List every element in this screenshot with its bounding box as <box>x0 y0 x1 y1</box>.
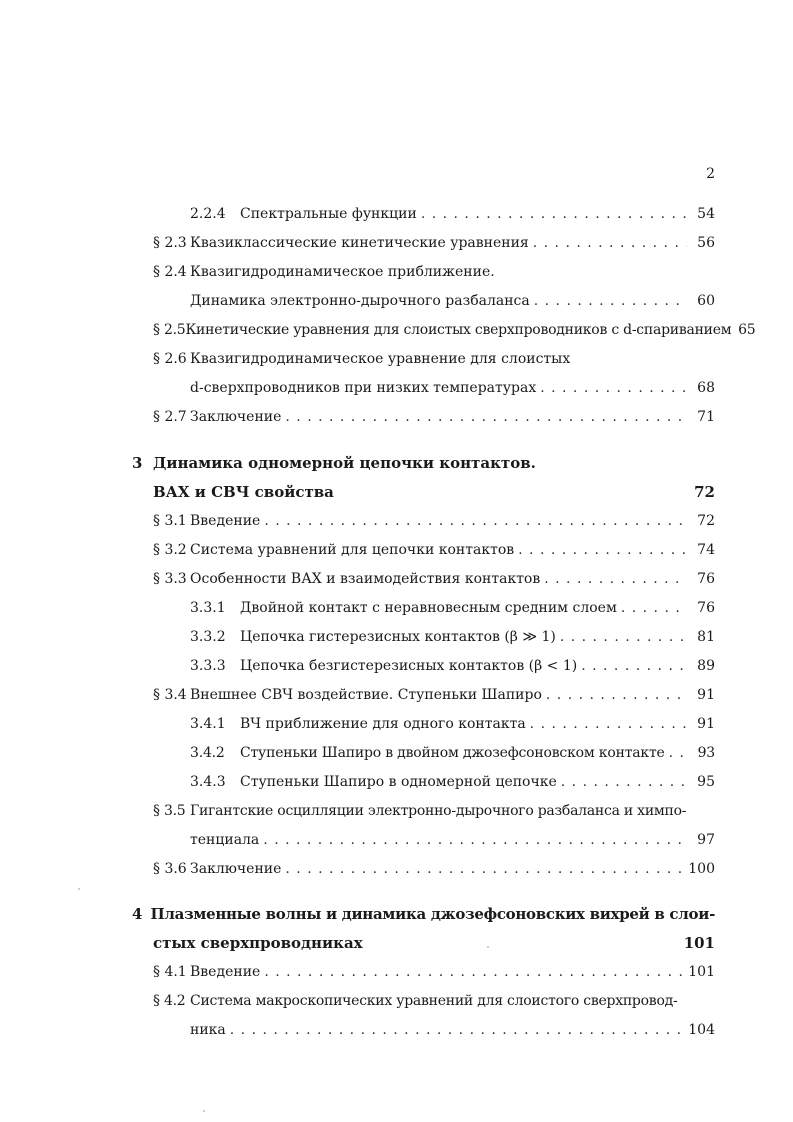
leader-dots <box>518 539 687 561</box>
toc-entry-title: d-сверхпроводников при низких температурах <box>190 380 537 396</box>
toc-entry-page: 54 <box>697 206 715 222</box>
toc-entry-3-4-1 <box>190 713 715 735</box>
toc-entry-title: тенциала <box>190 832 260 848</box>
toc-entry-number: 3.3.1 <box>190 600 226 616</box>
toc-entry-number: 2.2.4 <box>190 206 226 222</box>
toc-entry-page: 81 <box>697 629 715 645</box>
toc-entry-number: § 3.2 <box>153 542 187 558</box>
toc-entry-page: 104 <box>688 1022 715 1038</box>
toc-chapter-title: ВАХ и СВЧ свойства <box>153 483 334 501</box>
toc-entry-title: Квазигидродинамическое приближение. <box>190 264 495 280</box>
toc-chapter-title: стых сверхпроводниках <box>153 934 363 952</box>
leader-dots <box>285 858 684 880</box>
toc-entry-number: § 2.5 <box>153 322 186 338</box>
leader-dots <box>264 961 684 983</box>
toc-entry-number: § 2.3 <box>153 235 187 251</box>
toc-entry-3-4-2 <box>190 742 715 764</box>
leader-dots <box>534 290 687 312</box>
toc-entry-number: § 3.3 <box>153 571 187 587</box>
toc-entry-title: Кинетические уравнения для слоистых сверхпроводников с d-спариванием <box>185 322 732 338</box>
toc-entry-section-3-5-cont <box>190 829 715 851</box>
toc-entry-section-2-5 <box>153 319 756 341</box>
toc-entry-page: 101 <box>688 964 715 980</box>
toc-entry-title: Введение <box>190 513 261 529</box>
toc-entry-page: 68 <box>697 380 715 396</box>
toc-chapter-title: Динамика одномерной цепочки контактов. <box>153 454 536 472</box>
toc-entry-title: Динамика электронно-дырочного разбаланса <box>190 293 530 309</box>
toc-entry-3-3-2 <box>190 626 715 648</box>
scan-speck <box>203 1110 205 1112</box>
toc-entry-title: Заключение <box>190 861 282 877</box>
toc-entry-number: § 3.5 <box>153 803 186 819</box>
toc-entry-page: 93 <box>697 745 715 761</box>
toc-entry-section-4-2 <box>153 990 715 1012</box>
leader-dots <box>285 406 687 428</box>
leader-dots <box>669 742 687 764</box>
toc-entry-title: ВЧ приближение для одного контакта <box>240 716 526 732</box>
leader-dots <box>264 510 687 532</box>
scan-speck <box>78 888 80 890</box>
toc-entry-section-4-1 <box>153 961 715 983</box>
toc-entry-number: § 2.4 <box>153 264 187 280</box>
toc-entry-page: 97 <box>697 832 715 848</box>
toc-entry-section-3-5 <box>153 800 715 822</box>
toc-entry-title: Введение <box>190 964 261 980</box>
toc-chapter-3 <box>132 452 715 474</box>
toc-entry-number: § 2.6 <box>153 351 187 367</box>
toc-entry-number: 3.3.2 <box>190 629 226 645</box>
leader-dots <box>546 684 687 706</box>
leader-dots <box>560 626 687 648</box>
toc-entry-page: 91 <box>697 716 715 732</box>
toc-entry-page: 76 <box>697 600 715 616</box>
toc-entry-section-3-3 <box>153 568 715 590</box>
toc-entry-title: Внешнее СВЧ воздействие. Ступеньки Шапиро <box>190 687 542 703</box>
toc-entry-page: 65 <box>738 322 756 338</box>
toc-entry-section-2-7 <box>153 406 715 428</box>
toc-entry-3-4-3 <box>190 771 715 793</box>
toc-entry-title: Заключение <box>190 409 282 425</box>
toc-chapter-title: Плазменные волны и динамика джозефсоновских вихрей в слои- <box>150 905 715 923</box>
toc-entry-title: Особенности ВАХ и взаимодействия контактов <box>190 571 541 587</box>
leader-dots <box>540 377 687 399</box>
toc-entry-page: 71 <box>697 409 715 425</box>
toc-entry-number: § 3.4 <box>153 687 187 703</box>
leader-dots <box>581 655 687 677</box>
toc-entry-section-4-2-cont <box>190 1019 715 1041</box>
toc-entry-page: 89 <box>697 658 715 674</box>
toc-entry-page: 95 <box>697 774 715 790</box>
toc-entry-title: Ступеньки Шапиро в одномерной цепочке <box>240 774 557 790</box>
toc-entry-3-3-1 <box>190 597 715 619</box>
toc-entry-page: 91 <box>697 687 715 703</box>
leader-dots <box>263 829 687 851</box>
toc-entry-page: 60 <box>697 293 715 309</box>
toc-chapter-number: 3 <box>132 454 143 472</box>
leader-dots <box>230 1019 685 1041</box>
page-number: 2 <box>706 166 715 182</box>
toc-entry-section-2-6 <box>153 348 715 370</box>
toc-chapter-page: 72 <box>694 483 715 501</box>
toc-chapter-4-cont <box>153 932 715 954</box>
toc-entry-title: Двойной контакт с неравновесным средним слоем <box>240 600 617 616</box>
leader-dots <box>621 597 687 619</box>
toc-chapter-number: 4 <box>132 905 143 923</box>
toc-entry-section-3-6 <box>153 858 715 880</box>
toc-entry-number: 3.4.2 <box>190 745 225 761</box>
toc-entry-section-2-4-cont <box>190 290 715 312</box>
toc-entry-title: Цепочка безгистерезисных контактов (β < 1) <box>240 658 578 674</box>
leader-dots <box>530 713 687 735</box>
toc-entry-title: Гигантские осцилляции электронно-дырочного разбаланса и химпо- <box>190 803 687 819</box>
toc-entry-3-3-3 <box>190 655 715 677</box>
toc-entry-section-2-4 <box>153 261 715 283</box>
toc-entry-2-2-4 <box>190 203 715 225</box>
toc-chapter-4 <box>132 903 715 925</box>
toc-entry-number: § 4.1 <box>153 964 187 980</box>
toc-entry-title: Цепочка гистерезисных контактов (β ≫ 1) <box>240 629 556 645</box>
toc-entry-section-2-6-cont <box>190 377 715 399</box>
toc-entry-number: 3.3.3 <box>190 658 226 674</box>
toc-entry-number: 3.4.3 <box>190 774 226 790</box>
toc-chapter-page: 101 <box>683 934 715 952</box>
scan-speck <box>487 946 489 948</box>
toc-entry-number: § 3.1 <box>153 513 187 529</box>
toc-entry-title: Квазиклассические кинетические уравнения <box>190 235 529 251</box>
toc-chapter-3-cont <box>153 481 715 503</box>
toc-entry-number: § 2.7 <box>153 409 187 425</box>
toc-entry-number: § 3.6 <box>153 861 187 877</box>
toc-entry-section-3-2 <box>153 539 715 561</box>
toc-entry-page: 56 <box>697 235 715 251</box>
toc-entry-section-3-4 <box>153 684 715 706</box>
toc-entry-title: Квазигидродинамическое уравнение для слоистых <box>190 351 571 367</box>
toc-entry-page: 76 <box>697 571 715 587</box>
toc-entry-title: Система уравнений для цепочки контактов <box>190 542 515 558</box>
leader-dots <box>421 203 687 225</box>
toc-entry-section-3-1 <box>153 510 715 532</box>
toc-entry-number: 3.4.1 <box>190 716 226 732</box>
toc-entry-section-2-3 <box>153 232 715 254</box>
toc-entry-title: Система макроскопических уравнений для слоистого сверхпровод- <box>190 993 678 1009</box>
toc-entry-title: Спектральные функции <box>240 206 417 222</box>
toc-entry-page: 100 <box>688 861 715 877</box>
toc-entry-number: § 4.2 <box>153 993 186 1009</box>
toc-entry-title: ника <box>190 1022 226 1038</box>
toc-entry-title: Ступеньки Шапиро в двойном джозефсоновском контакте <box>240 745 665 761</box>
leader-dots <box>544 568 687 590</box>
leader-dots <box>533 232 687 254</box>
leader-dots <box>561 771 687 793</box>
toc-entry-page: 74 <box>697 542 715 558</box>
toc-entry-page: 72 <box>697 513 715 529</box>
